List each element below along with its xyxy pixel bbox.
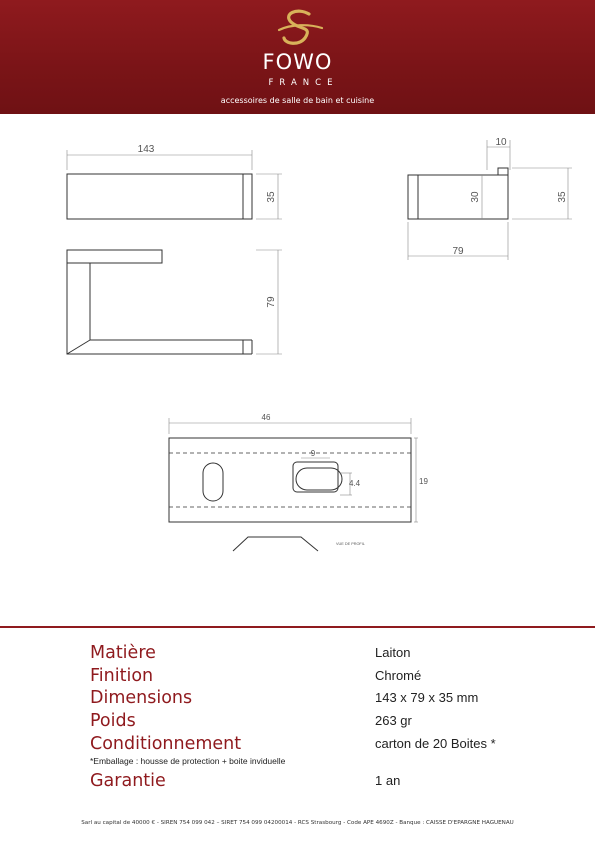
side-view-depth-label: 10 [495, 137, 507, 148]
section-divider [0, 626, 595, 628]
header-banner [0, 0, 595, 114]
plate-width-label: 46 [261, 413, 271, 422]
top-view-drawing [67, 150, 282, 219]
plate-slot-width-label: 9 [310, 449, 316, 458]
front-view-height-label: 79 [266, 296, 277, 308]
spec-label-warranty: Garantie [90, 771, 166, 791]
spec-label-dimensions: Dimensions [90, 688, 193, 708]
spec-label-finish: Finition [90, 666, 154, 686]
packaging-note: *Emballage : housse de protection + boite inviduelle [90, 756, 286, 766]
spec-label-weight: Poids [90, 711, 136, 731]
side-view-length-label: 79 [452, 246, 464, 257]
spec-value-finish: Chromé [375, 668, 422, 683]
side-view-inner-height-label: 30 [470, 191, 481, 203]
plate-height-label: 19 [419, 477, 428, 486]
side-view-drawing [408, 140, 572, 260]
spec-label-packaging: Conditionnement [90, 734, 242, 754]
top-view-height-label: 35 [266, 191, 277, 203]
front-view-drawing [67, 250, 282, 354]
spec-value-weight: 263 gr [375, 713, 412, 728]
plate-slot-height-label: 4.4 [349, 479, 361, 488]
profile-view-caption: VUE DE PROFIL [336, 542, 365, 546]
top-view-width-label: 143 [137, 144, 155, 155]
spec-value-dimensions: 143 x 79 x 35 mm [375, 690, 479, 705]
spec-value-material: Laiton [375, 645, 411, 660]
brand-name: FOWO [262, 50, 333, 74]
spec-value-packaging: carton de 20 Boites * [375, 736, 496, 751]
mounting-plate-drawing [169, 418, 418, 551]
brand-country: FRANCE [268, 78, 339, 88]
company-legal-footer: Sarl au capital de 40000 € - SIREN 754 099 042 – SIRET 754 099 04200014 - RCS Strasbourg - Code APE 4690Z - Banque : CAISSE D'EPARGNE HAGUENAU [81, 820, 514, 826]
brand-tagline: accessoires de salle de bain et cuisine [220, 96, 375, 105]
technical-drawings [0, 114, 595, 554]
swirl-s-logo-icon [275, 8, 325, 50]
spec-label-material: Matière [90, 643, 156, 663]
side-view-height-label: 35 [557, 191, 568, 203]
spec-value-warranty: 1 an [375, 773, 401, 788]
